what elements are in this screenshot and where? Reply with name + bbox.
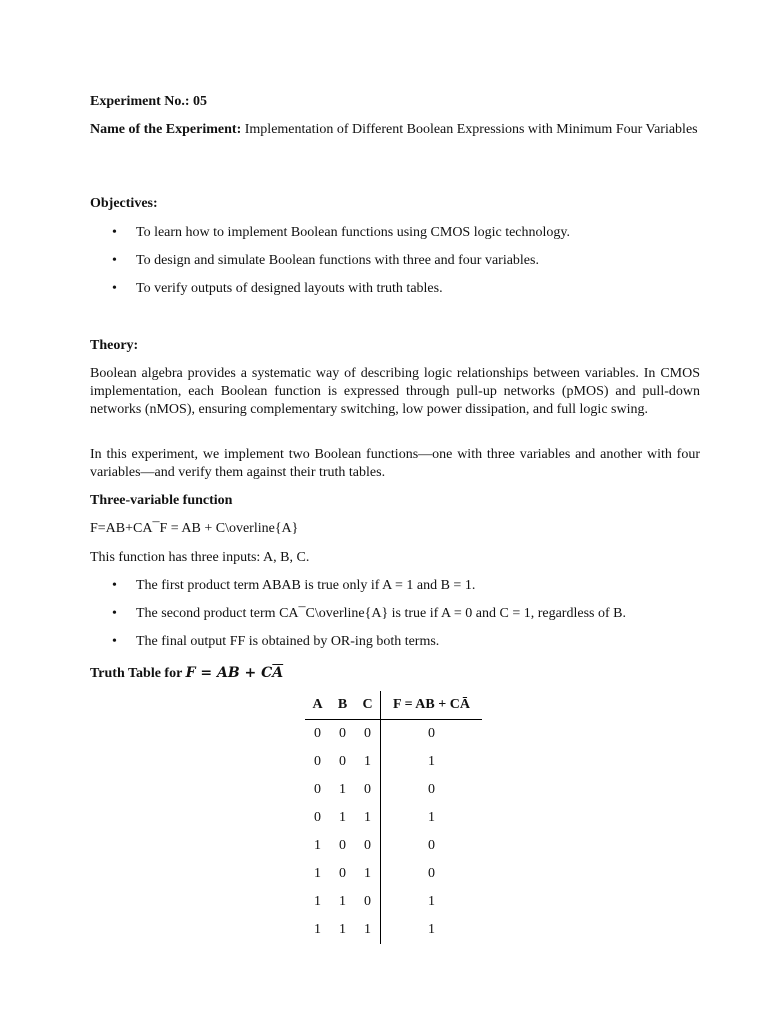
table-cell: 1 [381,804,483,832]
table-cell: 1 [381,916,483,944]
table-cell: 1 [364,866,371,881]
list-item: • To design and simulate Boolean functions with three and four variables. [90,252,700,280]
table-cell: 0 [339,866,346,881]
table-cell: 1 [364,922,371,937]
table-row [305,860,482,888]
truth-table-formula [186,665,284,681]
table-cell: 1 [339,810,346,825]
table-row [305,888,482,916]
table-cell: 1 [364,810,371,825]
table-cell: 0 [364,726,371,741]
list-item: • The second product term CA¯C\overline{A} is true if A = 0 and C = 1, regardless of B. [90,605,700,633]
table-cell: 1 [314,922,321,937]
header-f: F = AB + CĀ [381,691,483,720]
list-item: • To learn how to implement Boolean functions using CMOS logic technology. [90,224,700,252]
experiment-name-value: Implementation of Different Boolean Expressions with Minimum Four Variables [244,122,698,137]
list-item: • The final output FF is obtained by OR-ing both terms. [90,633,700,661]
table-cell: 0 [339,838,346,853]
table-cell: 0 [364,838,371,853]
experiment-name-label: Name of the Experiment: [90,122,242,137]
truth-table-title-text: Truth Table for [90,666,186,681]
formula-overlined-a: $\overline{A}$ [272,665,284,681]
table-cell: 0 [381,720,483,749]
experiment-name [90,121,700,139]
table-cell: 0 [381,776,483,804]
header-c: C [355,691,381,720]
table-cell: 0 [364,782,371,797]
list-item: • To verify outputs of designed layouts with truth tables. [90,280,700,308]
theory-paragraph-1: Boolean algebra provides a systematic way of describing logic relationships between variables. In CMOS implementation, each Boolean function is expressed through pull-up networks (pMOS) and pull-down networks (nMOS), ensuring complementary switching, low power dissipation, and full logic swing. [90,366,700,417]
table-cell: 0 [381,832,483,860]
truth-table-title [90,664,700,683]
table-cell: 1 [339,922,346,937]
table-cell: 0 [314,726,321,741]
theory-heading: Theory: [90,338,139,353]
formula-lhs: F = AB + C [185,665,273,681]
table-cell: 0 [314,810,321,825]
table-cell: 1 [381,748,483,776]
three-variable-heading: Three-variable function [90,493,233,508]
list-item: • The first product term ABAB is true only if A = 1 and B = 1. [90,577,700,605]
table-cell: 0 [381,860,483,888]
table-cell: 0 [339,754,346,769]
truth-table [305,691,482,944]
table-row [305,832,482,860]
function-expression: F=AB+CA¯F = AB + C\overline{A} [90,521,299,536]
table-row [305,720,482,749]
inputs-description: This function has three inputs: A, B, C. [90,550,310,565]
table-cell: 0 [314,782,321,797]
table-row [305,776,482,804]
table-cell: 0 [339,726,346,741]
table-row [305,804,482,832]
header-b: B [330,691,355,720]
table-cell: 0 [364,894,371,909]
objectives-list [90,224,700,308]
table-cell: 1 [339,894,346,909]
table-cell: 1 [314,894,321,909]
terms-list [90,577,700,661]
table-cell: 1 [381,888,483,916]
table-cell: 1 [364,754,371,769]
table-row [305,916,482,944]
table-cell: 1 [339,782,346,797]
table-row [305,748,482,776]
experiment-number: Experiment No.: 05 [90,94,208,109]
theory-paragraph-2: In this experiment, we implement two Boolean functions—one with three variables and another with four variables—and verify them against their truth tables. [90,447,700,480]
table-cell: 1 [314,866,321,881]
header-a: A [305,691,330,720]
table-cell: 0 [314,754,321,769]
objectives-heading: Objectives: [90,196,158,211]
table-header-row [305,691,482,720]
table-cell: 1 [314,838,321,853]
